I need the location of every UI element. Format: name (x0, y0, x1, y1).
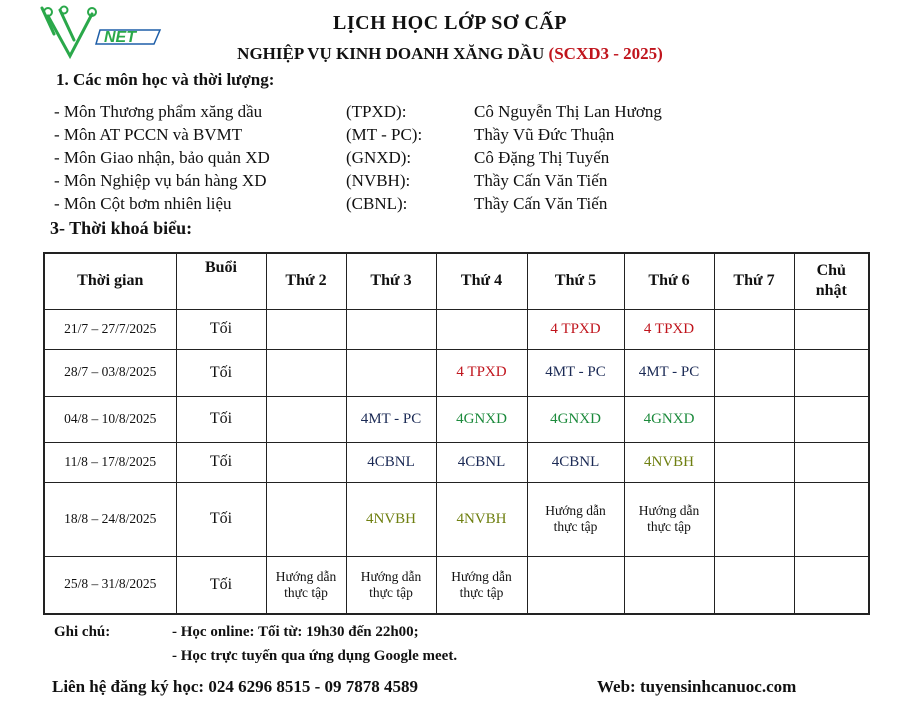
period-cell: 25/8 – 31/8/2025 (44, 556, 176, 614)
period-cell: 11/8 – 17/8/2025 (44, 442, 176, 482)
table-row (44, 396, 869, 442)
schedule-cell: 4MT - PC (624, 349, 714, 396)
schedule-cell: 4MT - PC (346, 396, 436, 442)
subject-teacher: Thầy Cấn Văn Tiến (474, 171, 608, 190)
schedule-cell (527, 556, 624, 614)
period-cell: 18/8 – 24/8/2025 (44, 482, 176, 556)
table-row (44, 482, 869, 556)
schedule-cell (714, 442, 794, 482)
schedule-cell (794, 396, 869, 442)
timetable-header-row (44, 253, 869, 309)
section-timetable-heading: 3- Thời khoá biểu: (50, 218, 193, 238)
schedule-cell (346, 309, 436, 349)
header-cell: Thứ 5 (527, 253, 624, 309)
subject-code: (CBNL): (346, 194, 408, 213)
note-line: - Học trực tuyến qua ứng dụng Google meet. (172, 648, 458, 664)
header-cell: Thứ 3 (346, 253, 436, 309)
table-row (44, 442, 869, 482)
notes-label: Ghi chú: (54, 624, 111, 640)
schedule-cell (794, 349, 869, 396)
header-cell: Thứ 4 (436, 253, 527, 309)
contact-info: Liên hệ đăng ký học: 024 6296 8515 - 09 7878 4589 (52, 677, 418, 696)
schedule-cell (714, 482, 794, 556)
table-row (44, 556, 869, 614)
page-title: LỊCH HỌC LỚP SƠ CẤP (333, 12, 567, 34)
schedule-cell: Hướng dẫn thực tập (527, 482, 624, 556)
section-subjects-heading: 1. Các môn học và thời lượng: (56, 70, 275, 89)
subject-code: (GNXD): (346, 148, 412, 167)
schedule-cell: 4GNXD (436, 396, 527, 442)
session-cell: Tối (176, 442, 266, 482)
schedule-cell (346, 349, 436, 396)
schedule-cell (794, 556, 869, 614)
period-cell: 04/8 – 10/8/2025 (44, 396, 176, 442)
subject-teacher: Cô Nguyễn Thị Lan Hương (474, 102, 662, 121)
schedule-cell: Hướng dẫn thực tập (436, 556, 527, 614)
subject-name: - Môn Giao nhận, bảo quản XD (54, 148, 270, 167)
table-row (44, 349, 869, 396)
schedule-cell: 4NVBH (624, 442, 714, 482)
website-link[interactable]: Web: tuyensinhcanuoc.com (597, 677, 797, 696)
header-cell: Thời gian (44, 253, 176, 309)
header-cell: Thứ 6 (624, 253, 714, 309)
schedule-cell: 4NVBH (436, 482, 527, 556)
table-row (44, 309, 869, 349)
schedule-cell: 4CBNL (436, 442, 527, 482)
subject-name: - Môn Cột bơm nhiên liệu (54, 194, 232, 213)
schedule-cell: 4GNXD (527, 396, 624, 442)
schedule-cell (266, 482, 346, 556)
schedule-cell: Hướng dẫn thực tập (266, 556, 346, 614)
schedule-cell (714, 309, 794, 349)
schedule-cell (794, 442, 869, 482)
session-cell: Tối (176, 482, 266, 556)
subtitle-text: NGHIỆP VỤ KINH DOANH XĂNG DẦU (237, 44, 545, 63)
schedule-cell (266, 309, 346, 349)
session-cell: Tối (176, 396, 266, 442)
timetable (43, 252, 870, 615)
session-cell: Tối (176, 349, 266, 396)
subject-code: (NVBH): (346, 171, 411, 190)
subject-code: (MT - PC): (346, 125, 423, 144)
page-subtitle (0, 44, 900, 64)
schedule-cell (714, 349, 794, 396)
subject-teacher: Thầy Cấn Văn Tiến (474, 194, 608, 213)
subject-teacher: Thầy Vũ Đức Thuận (474, 125, 615, 144)
schedule-cell (624, 556, 714, 614)
schedule-cell (266, 442, 346, 482)
schedule-cell (266, 396, 346, 442)
note-line: - Học online: Tối từ: 19h30 đến 22h00; (172, 624, 419, 640)
subject-name: - Môn AT PCCN và BVMT (54, 125, 243, 144)
schedule-cell: 4NVBH (346, 482, 436, 556)
schedule-cell (714, 556, 794, 614)
session-cell: Tối (176, 309, 266, 349)
subject-teacher: Cô Đặng Thị Tuyến (474, 148, 610, 167)
subject-code: (TPXD): (346, 102, 407, 121)
logo-text: NET (104, 29, 136, 46)
period-cell: 28/7 – 03/8/2025 (44, 349, 176, 396)
schedule-cell: 4 TPXD (624, 309, 714, 349)
course-code: (SCXD3 - 2025) (548, 44, 663, 63)
subject-name: - Môn Thương phẩm xăng dầu (54, 102, 263, 121)
schedule-cell: 4CBNL (527, 442, 624, 482)
session-cell: Tối (176, 556, 266, 614)
subject-name: - Môn Nghiệp vụ bán hàng XD (54, 171, 267, 190)
header-cell: Buổi (176, 253, 266, 309)
schedule-cell: 4CBNL (346, 442, 436, 482)
notes (54, 624, 458, 668)
schedule-cell: 4 TPXD (527, 309, 624, 349)
period-cell: 21/7 – 27/7/2025 (44, 309, 176, 349)
schedule-cell: Hướng dẫn thực tập (346, 556, 436, 614)
schedule-cell (794, 309, 869, 349)
schedule-cell (794, 482, 869, 556)
header-cell: Thứ 7 (714, 253, 794, 309)
header-cell: Thứ 2 (266, 253, 346, 309)
schedule-cell: 4GNXD (624, 396, 714, 442)
schedule-cell: 4MT - PC (527, 349, 624, 396)
schedule-cell: 4 TPXD (436, 349, 527, 396)
schedule-cell (714, 396, 794, 442)
header-cell: Chủ nhật (794, 253, 869, 309)
schedule-cell: Hướng dẫn thực tập (624, 482, 714, 556)
schedule-cell (436, 309, 527, 349)
schedule-cell (266, 349, 346, 396)
